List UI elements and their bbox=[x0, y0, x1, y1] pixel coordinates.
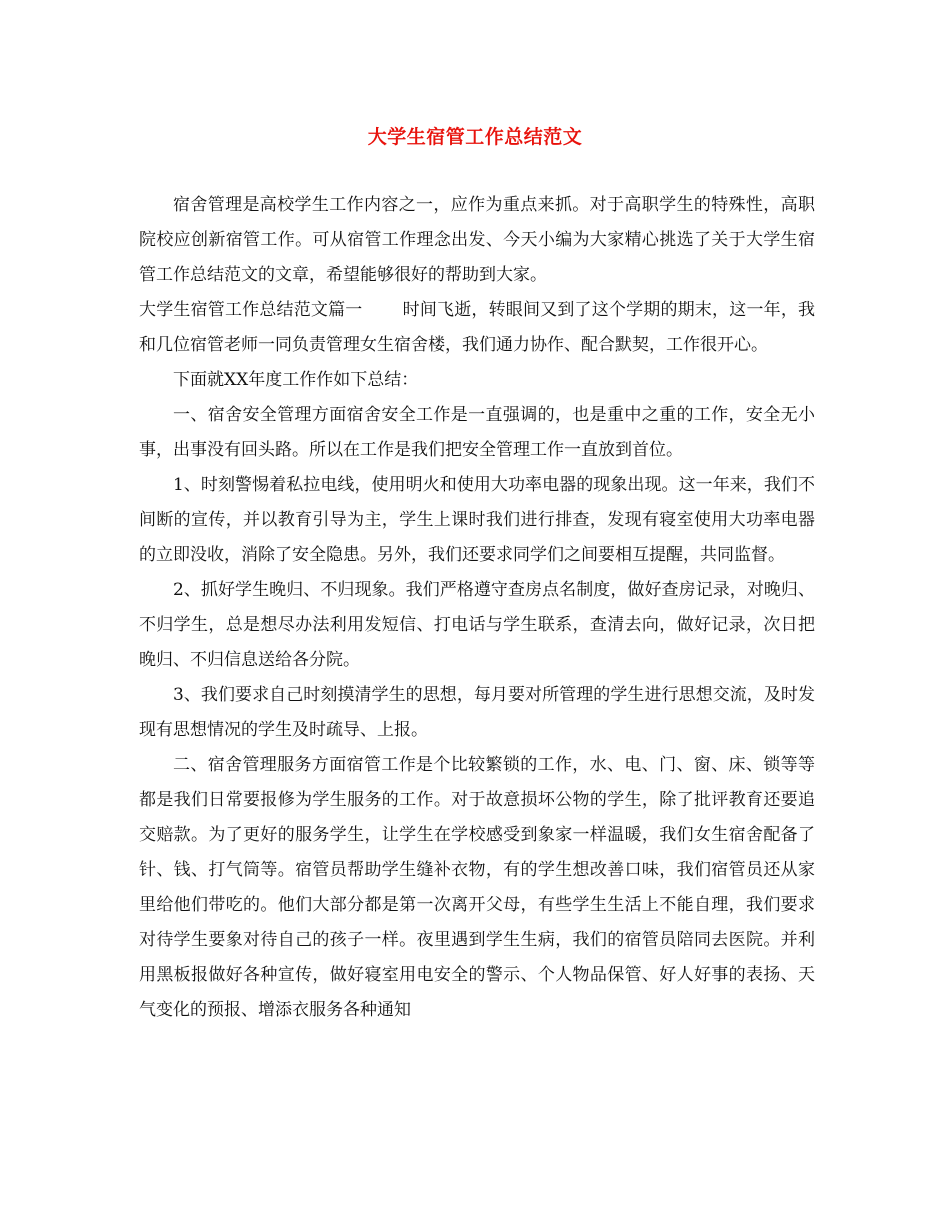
body-paragraph: 1、时刻警惕着私拉电线，使用明火和使用大功率电器的现象出现。这一年来，我们不间断的宣传，并以教育引导为主，学生上课时我们进行排查，发现有寝室使用大功率电器的立即没收，消除了安全隐患。另外，我们还要求同学们之间要相互提醒，共同监督。 bbox=[139, 475, 815, 565]
section-paragraph bbox=[139, 293, 815, 363]
body-paragraph: 2、抓好学生晚归、不归现象。我们严格遵守查房点名制度，做好查房记录，对晚归、不归学生，总是想尽办法利用发短信、打电话与学生联系，查清去向，做好记录，次日把晚归、不归信息送给各分院。 bbox=[139, 580, 815, 670]
body-paragraph: 二、宿舍管理服务方面宿管工作是个比较繁锁的工作，水、电、门、窗、床、锁等等都是我们日常要报修为学生服务的工作。对于故意损坏公物的学生，除了批评教育还要追交赔款。为了更好的服务学生，让学生在学校感受到象家一样温暖，我们女生宿舍配备了针、钱、打气筒等。宿管员帮助学生缝补衣物，有的学生想改善口味，我们宿管员还从家里给他们带吃的。他们大部分都是第一次离开父母，有些学生生活上不能自理，我们要求对待学生要象对待自己的孩子一样。夜里遇到学生生病，我们的宿管员陪同去医院。并利用黑板报做好各种宣传，做好寝室用电安全的警示、个人物品保管、好人好事的表扬、天气变化的预报、增添衣服务各种通知 bbox=[139, 755, 815, 1020]
section-heading: 大学生宿管工作总结范文篇一 bbox=[139, 300, 363, 320]
section-opening: 时间飞逝，转眼间又到了这个学期的期末，这一年，我和几位宿管老师一同负责管理女生宿舍楼，我们通力协作、配合默契，工作很开心。 bbox=[139, 300, 816, 355]
body-paragraph: 一、宿舍安全管理方面宿舍安全工作是一直强调的，也是重中之重的工作，安全无小事，出事没有回头路。所以在工作是我们把安全管理工作一直放到首位。 bbox=[139, 405, 815, 460]
intro-paragraph: 宿舍管理是高校学生工作内容之一，应作为重点来抓。对于高职学生的特殊性，高职院校应创新宿管工作。可从宿管工作理念出发、今天小编为大家精心挑选了关于大学生宿管工作总结范文的文章，希望能够很好的帮助到大家。 bbox=[139, 195, 815, 285]
document-body bbox=[139, 188, 815, 1028]
body-paragraph: 下面就XX年度工作作如下总结： bbox=[173, 370, 419, 390]
document-title: 大学生宿管工作总结范文 bbox=[367, 126, 583, 148]
body-paragraph: 3、我们要求自己时刻摸清学生的思想，每月要对所管理的学生进行思想交流，及时发现有思想情况的学生及时疏导、上报。 bbox=[139, 685, 815, 740]
